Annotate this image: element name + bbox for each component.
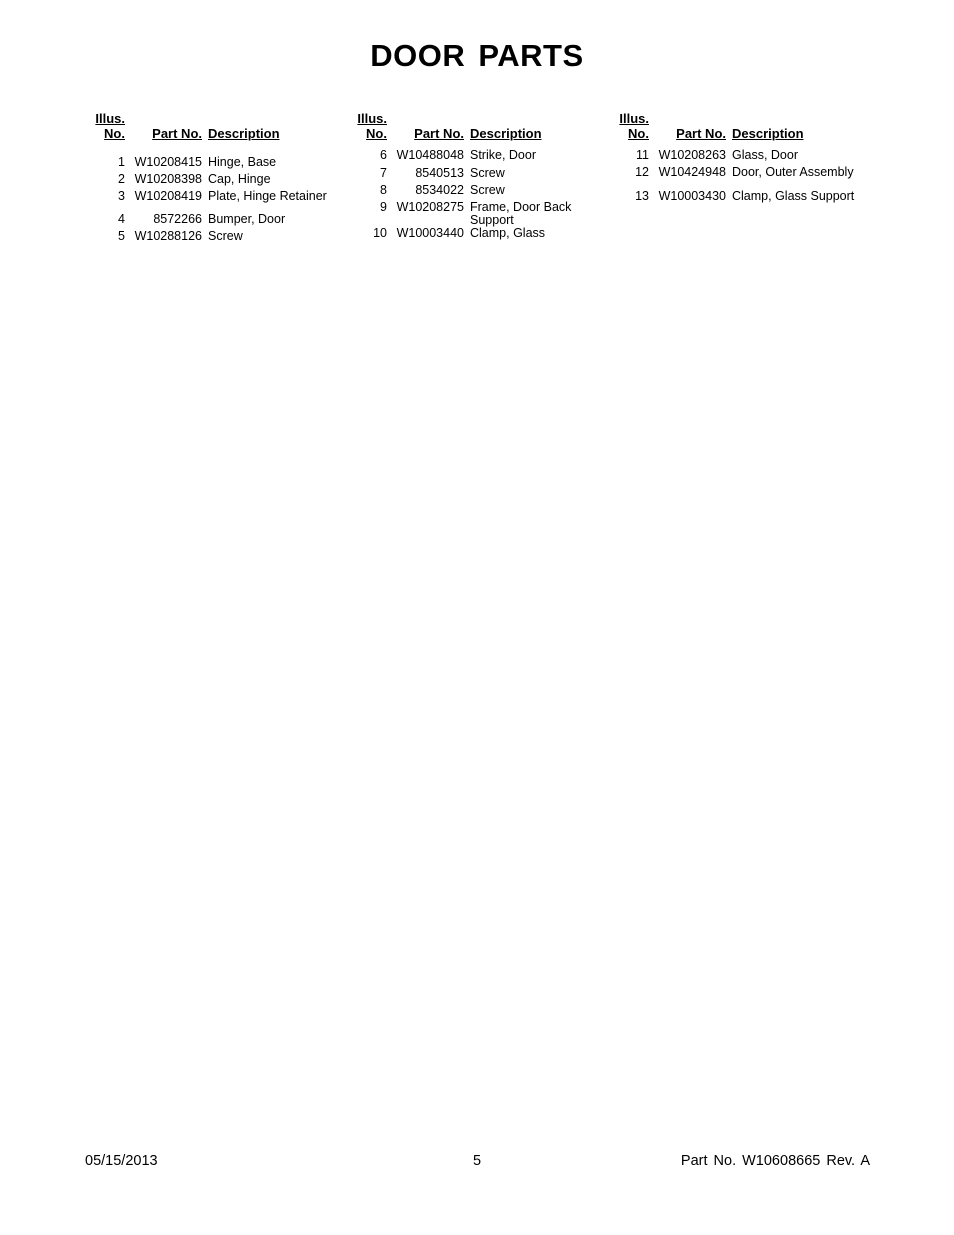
part-description: Glass, Door [732,148,798,162]
part-description: Frame, Door Back Support [470,200,572,227]
part-number: W10288126 [134,229,202,243]
part-number: W10424948 [658,165,726,179]
part-number: W10208419 [134,189,202,203]
header-description: Description [470,126,542,141]
header-no: No. [366,126,387,141]
illus-number: 4 [118,212,125,226]
part-number: W10208263 [658,148,726,162]
part-description: Cap, Hinge [208,172,271,186]
part-number: W10208275 [396,200,464,214]
illus-number: 8 [380,183,387,197]
footer-part-revision: Part No. W10608665 Rev. A [680,1153,870,1169]
illus-number: 1 [118,155,125,169]
part-description: Hinge, Base [208,155,277,169]
footer-page-number: 5 [472,1153,482,1169]
header-part-no: Part No. [414,126,464,141]
part-description: Clamp, Glass Support [732,189,855,203]
header-illus: Illus. [619,111,649,126]
header-description: Description [732,126,804,141]
part-description: Clamp, Glass [470,226,546,240]
part-number: 8540513 [415,166,464,180]
illus-number: 5 [118,229,125,243]
part-description: Bumper, Door [208,212,286,226]
page-title: DOOR PARTS [370,38,584,73]
part-number: W10003440 [396,226,464,240]
part-number: W10488048 [396,148,464,162]
illus-number: 7 [380,166,387,180]
illus-number: 6 [380,148,387,162]
part-description: Plate, Hinge Retainer [208,189,327,203]
illus-number: 10 [373,226,387,240]
header-part-no: Part No. [152,126,202,141]
illus-number: 9 [380,200,387,214]
header-illus: Illus. [95,111,125,126]
part-number: 8534022 [415,183,464,197]
parts-column-1 [80,110,330,243]
part-description: Door, Outer Assembly [732,165,854,179]
header-illus: Illus. [357,111,387,126]
part-description: Screw [470,183,505,197]
illus-number: 12 [635,165,649,179]
header-no: No. [104,126,125,141]
header-no: No. [628,126,649,141]
illus-number: 13 [635,189,649,203]
header-part-no: Part No. [676,126,726,141]
column-header [80,110,330,144]
column-header [342,110,592,144]
footer-date: 05/15/2013 [85,1153,158,1169]
part-description: Screw [470,166,505,180]
header-description: Description [208,126,280,141]
illus-number: 3 [118,189,125,203]
part-number: 8572266 [153,212,202,226]
column-header [604,110,854,144]
part-number: W10208398 [134,172,202,186]
illus-number: 11 [636,148,649,162]
part-description: Strike, Door [470,148,536,162]
parts-column-3 [604,110,855,203]
part-number: W10208415 [134,155,202,169]
illus-number: 2 [118,172,125,186]
parts-column-2 [342,110,592,240]
part-number: W10003430 [658,189,726,203]
part-description: Screw [208,229,243,243]
